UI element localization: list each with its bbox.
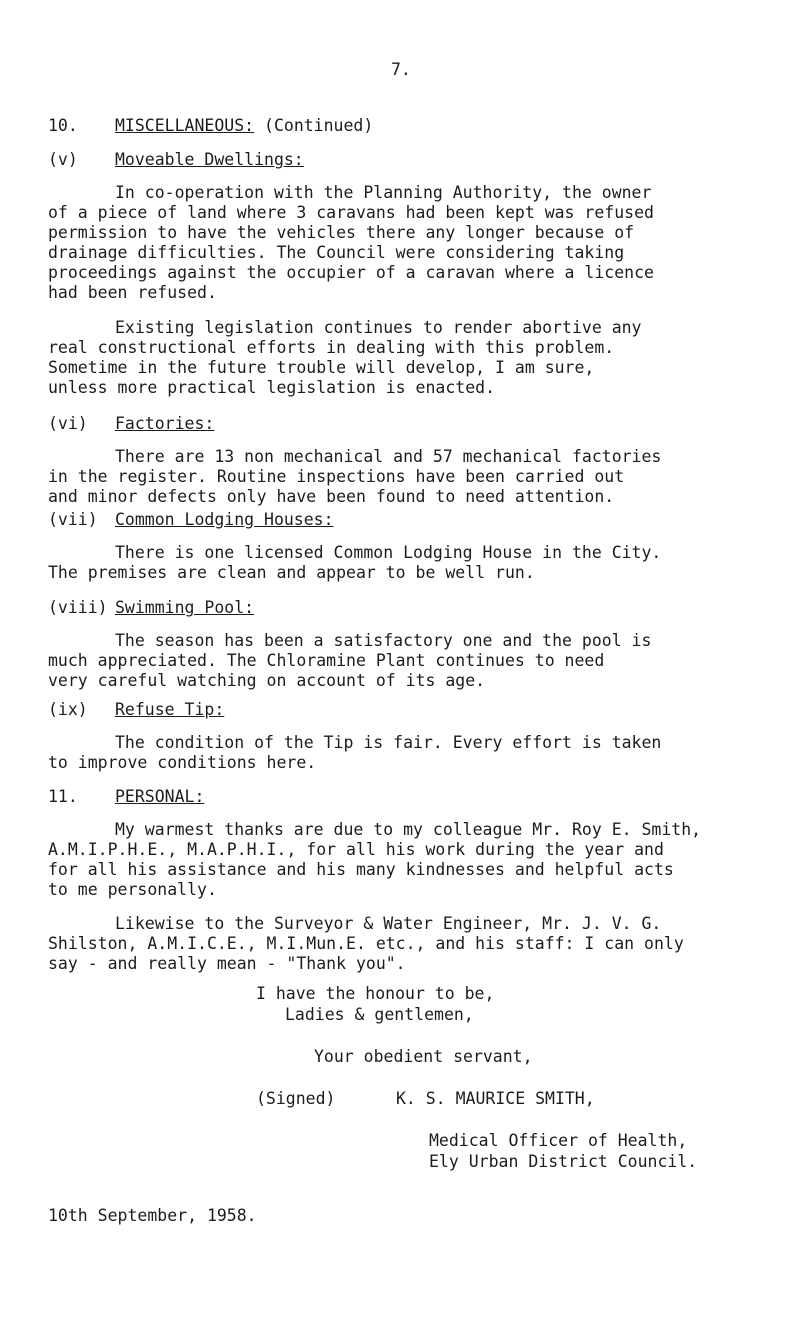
item-v-paragraph-2 <box>48 318 768 398</box>
text-line: There are 13 non mechanical and 57 mechanical factories <box>115 447 662 466</box>
section-11-number: 11. <box>48 787 78 806</box>
section-11-paragraph-2 <box>48 914 768 974</box>
section-11-paragraph-1 <box>48 820 768 900</box>
text-line: had been refused. <box>48 283 217 302</box>
text-line: drainage difficulties. The Council were considering taking <box>48 243 625 262</box>
item-vi-paragraph <box>48 447 768 507</box>
closing-line-3: Your obedient servant, <box>314 1047 533 1066</box>
text-line: much appreciated. The Chloramine Plant continues to need <box>48 651 605 670</box>
item-ix-heading: Refuse Tip: <box>115 700 225 719</box>
text-line: to me personally. <box>48 880 217 899</box>
text-line: to improve conditions here. <box>48 753 317 772</box>
text-line: unless more practical legislation is enacted. <box>48 378 496 397</box>
section-10-number: 10. <box>48 116 78 135</box>
item-vi-heading: Factories: <box>115 414 215 433</box>
document-date: 10th September, 1958. <box>48 1206 257 1225</box>
text-line: In co-operation with the Planning Authority, the owner <box>115 183 652 202</box>
text-line: and minor defects only have been found to need attention. <box>48 487 615 506</box>
item-vii-number: (vii) <box>48 510 98 529</box>
section-10-title-text: MISCELLANEOUS: <box>115 116 255 135</box>
item-viii-number: (viii) <box>48 598 108 617</box>
text-line: The premises are clean and appear to be well run. <box>48 563 535 582</box>
text-line: My warmest thanks are due to my colleague Mr. Roy E. Smith, <box>115 820 702 839</box>
item-v-paragraph-1 <box>48 183 768 303</box>
item-vii-heading: Common Lodging Houses: <box>115 510 334 529</box>
section-10-subtitle: (Continued) <box>264 116 374 135</box>
section-11-title: PERSONAL: <box>115 787 205 806</box>
signer-title-1: Medical Officer of Health, <box>429 1131 688 1150</box>
text-line: A.M.I.P.H.E., M.A.P.H.I., for all his work during the year and <box>48 840 664 859</box>
text-line: proceedings against the occupier of a caravan where a licence <box>48 263 654 282</box>
item-viii-heading: Swimming Pool: <box>115 598 255 617</box>
text-line: say - and really mean - "Thank you". <box>48 954 406 973</box>
text-line: Sometime in the future trouble will develop, I am sure, <box>48 358 595 377</box>
text-line: for all his assistance and his many kindnesses and helpful acts <box>48 860 674 879</box>
closing-line-2: Ladies & gentlemen, <box>285 1005 474 1024</box>
text-line: Shilston, A.M.I.C.E., M.I.Mun.E. etc., and his staff: I can only <box>48 934 684 953</box>
item-vi-number: (vi) <box>48 414 88 433</box>
item-ix-paragraph <box>48 733 768 773</box>
text-line: There is one licensed Common Lodging House in the City. <box>115 543 662 562</box>
text-line: in the register. Routine inspections have been carried out <box>48 467 625 486</box>
section-10-title <box>115 116 373 136</box>
signer-title-2: Ely Urban District Council. <box>429 1152 698 1171</box>
signer-name: K. S. MAURICE SMITH, <box>396 1089 595 1108</box>
text-line: very careful watching on account of its age. <box>48 671 486 690</box>
item-ix-number: (ix) <box>48 700 88 719</box>
text-line: permission to have the vehicles there any longer because of <box>48 223 635 242</box>
text-line: The condition of the Tip is fair. Every effort is taken <box>115 733 662 752</box>
item-vii-paragraph <box>48 543 768 583</box>
text-line: of a piece of land where 3 caravans had been kept was refused <box>48 203 654 222</box>
text-line: Likewise to the Surveyor & Water Engineer, Mr. J. V. G. <box>115 914 662 933</box>
signed-label: (Signed) <box>256 1089 336 1108</box>
page-number: 7. <box>391 60 411 79</box>
text-line: real constructional efforts in dealing with this problem. <box>48 338 615 357</box>
item-v-number: (v) <box>48 150 78 169</box>
closing-line-1: I have the honour to be, <box>256 984 495 1003</box>
text-line: Existing legislation continues to render abortive any <box>115 318 642 337</box>
text-line: The season has been a satisfactory one and the pool is <box>115 631 652 650</box>
item-v-heading: Moveable Dwellings: <box>115 150 304 169</box>
item-viii-paragraph <box>48 631 768 691</box>
